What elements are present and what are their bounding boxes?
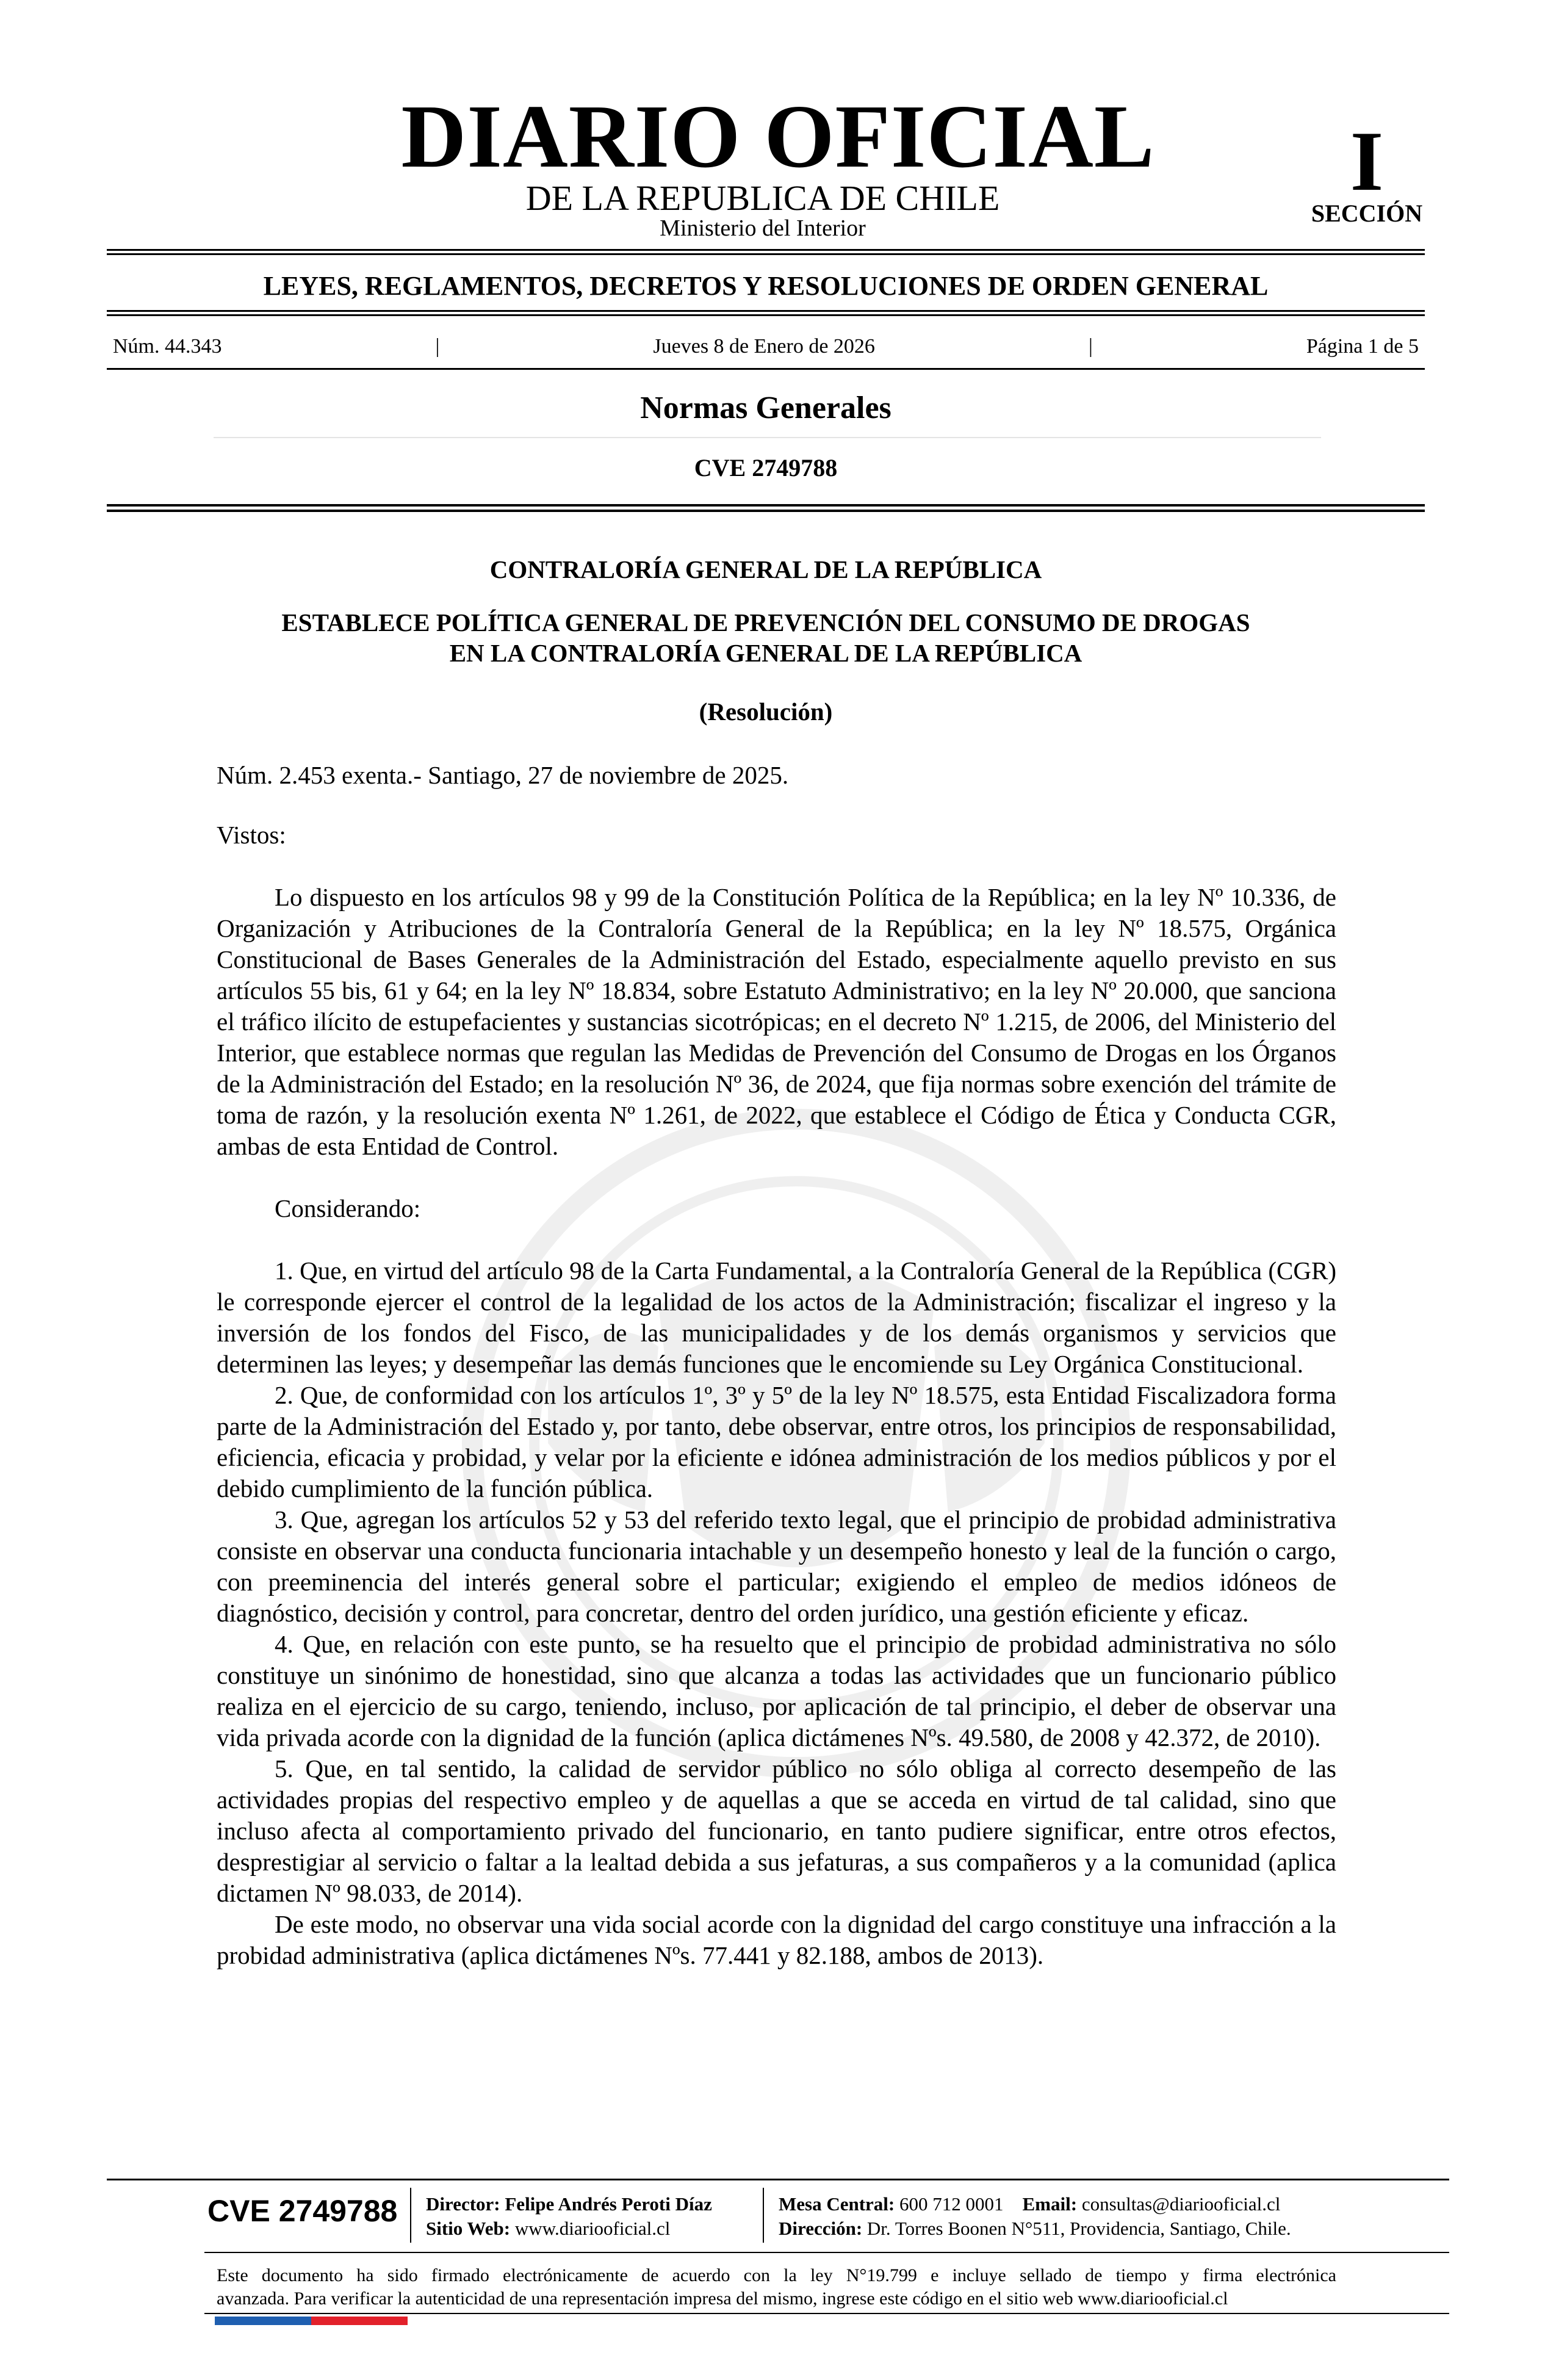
masthead-title: DIARIO OFICIAL [401, 87, 1155, 187]
footer-email[interactable]: consultas@diariooficial.cl [1081, 2193, 1281, 2215]
vistos-label: Vistos: [217, 821, 286, 849]
issue-number: Núm. 44.343 [113, 335, 222, 358]
flag-stripe-blue [215, 2317, 311, 2325]
resolution-number: Núm. 2.453 exenta.- Santiago, 27 de noviembre de 2025. [217, 761, 789, 789]
masthead-divider [107, 249, 1425, 255]
cve-divider [107, 504, 1425, 512]
footer-separator [763, 2188, 764, 2243]
footer-separator [410, 2188, 411, 2243]
footer-website[interactable]: www.diariooficial.cl [514, 2218, 671, 2239]
footer-signature-note: Este documento ha sido firmado electrónicamente de acuerdo con la ley N°19.799 e incluye sellado de tiempo y firma electrónica avanzada. Para verificar la autenticidad de una representación impresa del mismo, ingrese este código en el sitio web www.diariooficial.cl [217, 2265, 1336, 2309]
organization: CONTRALORÍA GENERAL DE LA REPÚBLICA [489, 555, 1042, 583]
page-indicator: Página 1 de 5 [1306, 335, 1419, 358]
footer-director-block: Director: Felipe Andrés Peroti Díaz Sitio Web: www.diariooficial.cl [426, 2193, 712, 2239]
considerando-label: Considerando: [275, 1194, 421, 1222]
section-label: SECCIÓN [1311, 200, 1423, 227]
separator: | [435, 335, 440, 358]
footer-divider [107, 2179, 1449, 2180]
footer-contact-block: Mesa Central: 600 712 0001 Email: consultas@diariooficial.cl Dirección: Dr. Torres Boonen N°511, Providencia, Santiago, Chile. [779, 2193, 1291, 2239]
masthead-ministry: Ministerio del Interior [660, 215, 866, 241]
document-title-line: EN LA CONTRALORÍA GENERAL DE LA REPÚBLICA [449, 639, 1082, 667]
document-title [107, 607, 1425, 668]
footer-address: Dr. Torres Boonen N°511, Providencia, Santiago, Chile. [866, 2218, 1291, 2239]
masthead-subtitle: DE LA REPUBLICA DE CHILE [525, 178, 1000, 218]
considerando-item: 3. Que, agregan los artículos 52 y 53 del referido texto legal, que el principio de probidad administrativa consiste en observar una conducta funcionaria intachable y un desempeño honesto y leal de la función o cargo, con preeminencia del interés general sobre el particular; exigiendo el empleo de medios idóneos de diagnóstico, decisión y control, para concretar, dentro del orden jurídico, una gestión eficiente y eficaz. [217, 1506, 1336, 1627]
considerando-item: 1. Que, en virtud del artículo 98 de la Carta Fundamental, a la Contraloría General de la República (CGR) le corresponde ejercer el control de la legalidad de los actos de la Administración; fiscalizar el ingreso y la inversión de los fondos del Fisco, de las municipalidades y de los demás organismos y servicios que determinen las leyes; y desempeñar las demás funciones que le encomiende su Ley Orgánica Constitucional. [217, 1257, 1336, 1378]
issue-divider [107, 368, 1425, 370]
considerando-item: De este modo, no observar una vida social acorde con la dignidad del cargo constituye una infracción a la probidad administrativa (aplica dictámenes Nºs. 77.441 y 82.188, ambos de 2013). [217, 1910, 1336, 1969]
vistos-text: Lo dispuesto en los artículos 98 y 99 de la Constitución Política de la República; en la ley Nº 10.336, de Organización y Atribuciones de la Contraloría General de la República; en la ley Nº 18.575, Orgánica Constitucional de Bases Generales de la Administración del Estado, especialmente aquello previsto en sus artículos 55 bis, 61 y 64; en la ley Nº 18.834, sobre Estatuto Administrativo; en la ley Nº 20.000, que sanciona el tráfico ilícito de estupefacientes y sustancias sicotrópicas; en el decreto Nº 1.215, de 2006, del Ministerio del Interior, que establece normas que regulan las Medidas de Prevención del Consumo de Drogas en los Órganos de la Administración del Estado; en la resolución Nº 36, de 2024, que fija normas sobre exención del trámite de toma de razón, y la resolución exenta Nº 1.261, de 2022, que establece el Código de Ética y Conducta CGR, ambas de esta Entidad de Control. [217, 883, 1336, 1160]
flag-stripe-red [311, 2317, 408, 2325]
footer-divider [204, 2313, 1449, 2314]
section-title: Normas Generales [640, 391, 891, 425]
considerando-item: 4. Que, en relación con este punto, se ha resuelto que el principio de probidad administrativa no sólo constituye un sinónimo de honestidad, sino que alcanza a todas las actividades que un funcionario público realiza en el ejercicio de su cargo, teniendo, incluso, por aplicación de tal principio, el deber de observar una vida privada acorde con la dignidad de la función (aplica dictámenes Nºs. 49.580, de 2008 y 42.372, de 2010). [217, 1630, 1336, 1751]
issue-info-row [113, 336, 1419, 357]
cve-code: CVE 2749788 [694, 454, 838, 481]
considerando-item: 2. Que, de conformidad con los artículos 1º, 3º y 5º de la ley Nº 18.575, esta Entidad Fiscalizadora forma parte de la Administración del Estado y, por tanto, debe observar, entre otros, los principios de responsabilidad, eficiencia, eficacia y probidad, y velar por la eficiente e idónea administración de los medios públicos y por el debido cumplimiento de la función pública. [217, 1381, 1336, 1502]
section-divider [214, 437, 1321, 438]
document-title-line: ESTABLECE POLÍTICA GENERAL DE PREVENCIÓN DEL CONSUMO DE DROGAS [281, 608, 1250, 636]
document-body [217, 882, 1336, 1971]
footer-cve: CVE 2749788 [207, 2194, 398, 2228]
category-title: LEYES, REGLAMENTOS, DECRETOS Y RESOLUCIONES DE ORDEN GENERAL [263, 271, 1269, 301]
separator: | [1088, 335, 1093, 358]
footer-phone: 600 712 0001 [899, 2193, 1004, 2215]
document-type: (Resolución) [699, 698, 833, 726]
category-divider [107, 310, 1425, 316]
considerando-item: 5. Que, en tal sentido, la calidad de servidor público no sólo obliga al correcto desempeño de las actividades propias del respectivo empleo y de aquellas a que se acceda en virtud de tal calidad, sino que incluso afecta al comportamiento privado del funcionario, en tanto pudiere significar, entre otros efectos, desprestigiar al servicio o faltar a la lealtad debida a sus jefaturas, a sus compañeros y a la comunidad (aplica dictamen Nº 98.033, de 2014). [217, 1754, 1336, 1907]
issue-date: Jueves 8 de Enero de 2026 [653, 335, 875, 358]
section-number: I [1350, 114, 1384, 209]
footer-director: Felipe Andrés Peroti Díaz [505, 2193, 712, 2215]
footer-divider [204, 2252, 1449, 2253]
